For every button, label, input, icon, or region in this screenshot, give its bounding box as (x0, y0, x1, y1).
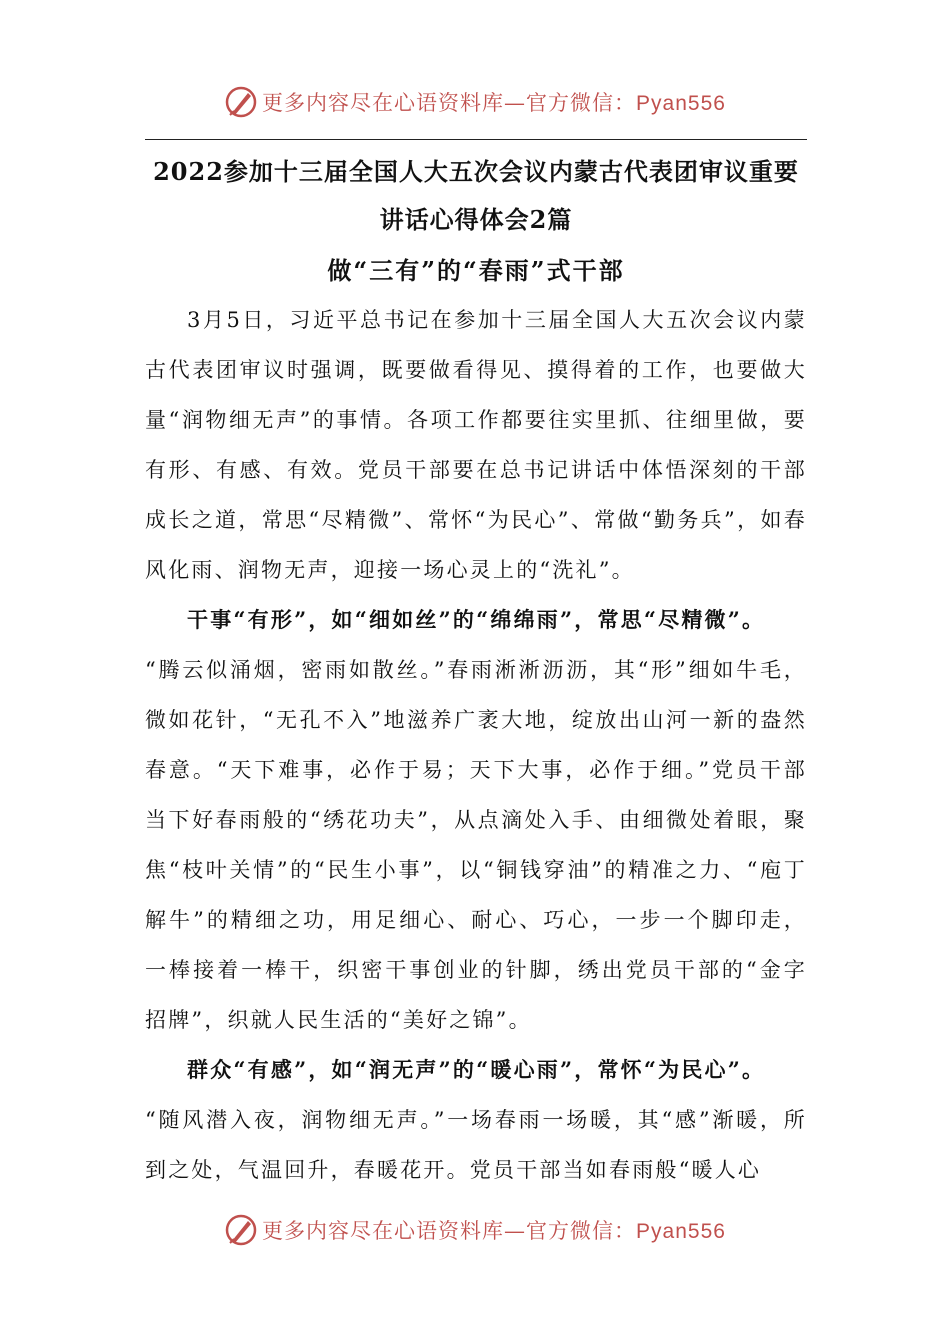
wechat-handle: Pyan556 (636, 92, 726, 115)
header-rule (145, 139, 807, 140)
paragraph-section-2: “随风潜入夜，润物细无声。”一场春雨一场暖，其“感”渐暖，所到之处，气温回升，春暖花开。党员干部当如春雨般“暖人心 (145, 1108, 807, 1182)
quill-logo-icon (224, 1213, 258, 1247)
quill-logo-icon (224, 85, 258, 119)
banner-text: 更多内容尽在心语资料库—官方微信：Pyan556 (262, 91, 726, 115)
wechat-handle: Pyan556 (636, 1220, 726, 1243)
section-heading-1: 干事“有形”，如“细如丝”的“绵绵雨”，常思“尽精微”。 (187, 607, 766, 632)
article-subtitle: 做“三有”的“春雨”式干部 (327, 256, 625, 285)
header-banner (0, 82, 950, 122)
document-title-line2: 讲话心得体会2篇 (379, 205, 573, 234)
banner-text: 更多内容尽在心语资料库—官方微信：Pyan556 (262, 1219, 726, 1243)
paragraph-intro: 3月5日，习近平总书记在参加十三届全国人大五次会议内蒙古代表团审议时强调，既要做看得见、摸得着的工作，也要做大量“润物细无声”的事情。各项工作都要往实里抓、往细里做，要有形、有感、有效。党员干部要在总书记讲话中体悟深刻的干部成长之道，常思“尽精微”、常怀“为民心”、常做“勤务兵”，如春风化雨、润物无声，迎接一场心灵上的“洗礼”。 (145, 308, 807, 582)
footer-banner (0, 1210, 950, 1250)
section-heading-2: 群众“有感”，如“润无声”的“暖心雨”，常怀“为民心”。 (187, 1057, 766, 1082)
document-title-line1: 2022参加十三届全国人大五次会议内蒙古代表团审议重要 (153, 157, 799, 186)
article-body (145, 295, 807, 1195)
paragraph-section-1: “腾云似涌烟，密雨如散丝。”春雨淅淅沥沥，其“形”细如牛毛，微如花针，“无孔不入”地滋养广袤大地，绽放出山河一新的盎然春意。“天下难事，必作于易；天下大事，必作于细。”党员干部当下好春雨般的“绣花功夫”，从点滴处入手、由细微处着眼，聚焦“枝叶关情”的“民生小事”，以“铜钱穿油”的精准之力、“庖丁解牛”的精细之功，用足细心、耐心、巧心，一步一个脚印走，一棒接着一棒干，织密干事创业的针脚，绣出党员干部的“金字招牌”，织就人民生活的“美好之锦”。 (145, 658, 807, 1032)
